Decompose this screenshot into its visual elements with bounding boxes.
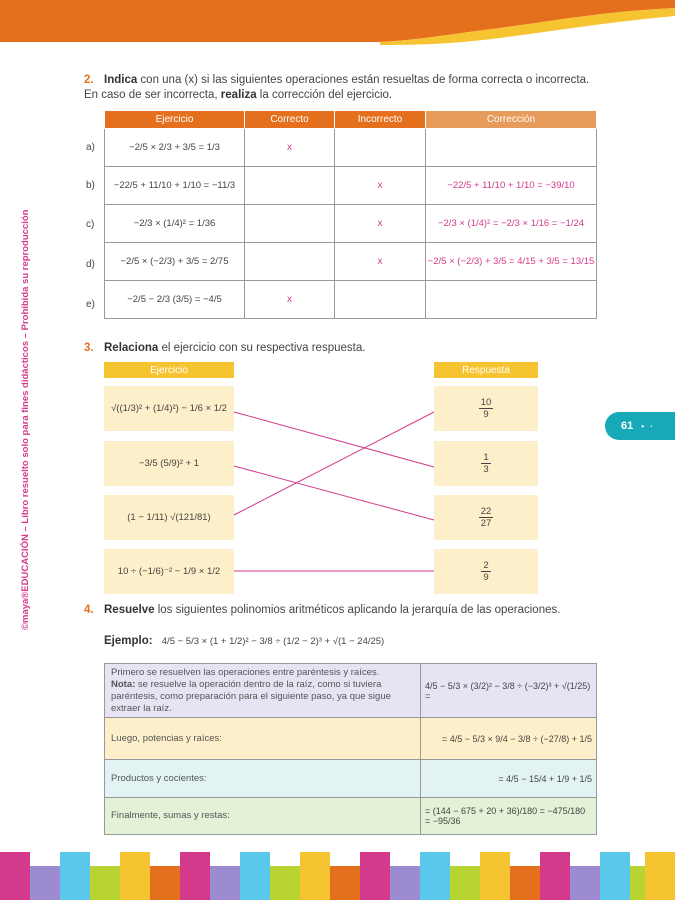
correction-c: −2/3 × (1/4)² = −2/3 × 1/16 = −1/24: [437, 218, 585, 229]
top-wave-decoration: [0, 0, 675, 45]
exercise-e: −2/5 − 2/3 (3/5) = −4/5: [127, 294, 222, 305]
step-row-1: [105, 664, 596, 718]
answer-2-num: 1: [483, 452, 489, 463]
answer-4-den: 9: [483, 572, 489, 583]
q2-text-1: con una (x) si las siguientes operaciones están resueltas de forma correcta o incorrecta. En caso de ser incorrecta,: [84, 74, 590, 101]
q4-bold: Resuelve: [104, 604, 155, 616]
q2-text-2: la corrección del ejercicio.: [256, 89, 393, 101]
q2-header-incorrecto: Incorrecto: [335, 111, 426, 129]
q3-text: el ejercicio con su respectiva respuesta.: [158, 342, 366, 354]
row-label-b: b): [86, 180, 95, 191]
step-3-label: Productos y cocientes:: [105, 760, 421, 797]
answer-1-fraction: [479, 397, 494, 420]
step-row-3: [105, 760, 596, 798]
mark-correct-a: x: [287, 142, 292, 153]
step-4-value: = (144 − 675 + 20 + 36)/180 = −475/180 = −95/36: [425, 806, 586, 826]
page-number: 61: [621, 420, 634, 432]
step-row-2: [105, 718, 596, 760]
q2-header-ejercicio: Ejercicio: [105, 111, 245, 129]
answer-2-den: 3: [483, 464, 489, 475]
correction-b: −22/5 + 11/10 + 1/10 = −39/10: [447, 180, 575, 191]
table-row: [105, 243, 597, 281]
mark-incorrect-b: x: [377, 180, 383, 191]
exercise-d: −2/5 × (−2/3) + 3/5 = 2/75: [120, 256, 229, 267]
mark-incorrect-d: x: [377, 256, 383, 267]
q3-header-ejercicio: Ejercicio: [104, 362, 234, 378]
answer-box-3: [434, 495, 538, 540]
row-label-c: c): [86, 219, 95, 230]
table-row: [105, 129, 597, 167]
q3-header-respuesta: Respuesta: [434, 362, 538, 378]
step-row-4: [105, 798, 596, 834]
answer-box-1: [434, 386, 538, 431]
q2-header-correcto: Correcto: [245, 111, 335, 129]
example-expression: 4/5 − 5/3 × (1 + 1/2)² − 3/8 ÷ (1/2 − 2)³ + √(1 − 24/25): [161, 636, 385, 647]
answer-3-fraction: [479, 506, 494, 529]
question-2-number: 2.: [84, 74, 94, 86]
example-line: [104, 634, 604, 649]
exercise-box-2: −3/5 (5/9)² + 1: [104, 441, 234, 486]
correction-d: −2/5 × (−2/3) + 3/5 = 4/15 + 3/5 = 13/15: [427, 256, 595, 267]
answer-3-num: 22: [480, 506, 492, 517]
answer-1-den: 9: [483, 409, 489, 420]
match-line-2: [234, 466, 434, 520]
table-row: [105, 281, 597, 319]
answer-box-4: [434, 549, 538, 594]
q2-bold-2: realiza: [220, 89, 257, 101]
row-label-a: a): [86, 142, 95, 153]
table-row: [105, 205, 597, 243]
question-4: [84, 603, 604, 618]
q2-header-correccion: Corrección: [426, 111, 597, 129]
step-3-value: = 4/5 − 15/4 + 1/9 + 1/5: [498, 773, 592, 784]
step-2-value: = 4/5 − 5/3 × 9/4 − 3/8 ÷ (−27/8) + 1/5: [441, 733, 592, 744]
copyright-note: ©maya®EDUCACIÓN – Libro resuelto solo para fines didácticos – Prohibida su reproducción: [20, 209, 31, 630]
answer-box-2: [434, 441, 538, 486]
answer-4-num: 2: [483, 560, 489, 571]
mark-correct-e: x: [287, 294, 292, 305]
answer-2-fraction: [481, 452, 490, 475]
exercise-box-3: (1 − 1/11) √(121/81): [104, 495, 234, 540]
answer-3-den: 27: [480, 518, 492, 529]
row-label-e: e): [86, 299, 95, 310]
page-number-tab: [605, 412, 675, 440]
q2-table: [104, 110, 597, 319]
question-4-number: 4.: [84, 604, 94, 616]
step-1-text: Primero se resuelven las operaciones entre paréntesis y raíces.: [111, 666, 380, 678]
question-3-number: 3.: [84, 342, 94, 354]
exercise-b: −22/5 + 11/10 + 1/10 = −11/3: [113, 180, 236, 191]
steps-table: [104, 663, 597, 835]
exercise-c: −2/3 × (1/4)² = 1/36: [133, 218, 216, 229]
q2-bold-1: Indica: [104, 74, 138, 86]
step-1-note: se resuelve la operación dentro de la raíz, como si tuviera paréntesis, como preparación para el siguiente paso, ya que sigue extraer la raíz.: [111, 678, 391, 714]
row-label-d: d): [86, 259, 95, 270]
step-1-value: 4/5 − 5/3 × (3/2)² − 3/8 ÷ (−3/2)³ + √(1/25) =: [425, 680, 591, 701]
exercise-box-4: 10 ÷ (−1/6)⁻² − 1/9 × 1/2: [104, 549, 234, 594]
table-row: [105, 167, 597, 205]
step-1-label: [105, 664, 421, 717]
q4-text: los siguientes polinomios aritméticos aplicando la jerarquía de las operaciones.: [154, 604, 561, 616]
match-line-1: [234, 412, 434, 467]
answer-1-num: 10: [480, 397, 492, 408]
exercise-box-1: √((1/3)² + (1/4)²) − 1/6 × 1/2: [104, 386, 234, 431]
mark-incorrect-c: x: [377, 218, 383, 229]
match-line-3: [234, 412, 434, 515]
question-3: [84, 341, 604, 356]
answer-4-fraction: [481, 560, 490, 583]
q3-bold: Relaciona: [104, 342, 159, 354]
example-label: Ejemplo:: [104, 635, 153, 647]
dots-decoration: • ·: [641, 421, 655, 431]
bottom-stripes-decoration: [0, 848, 675, 900]
question-2: [84, 73, 604, 103]
step-4-label: Finalmente, sumas y restas:: [105, 798, 421, 834]
step-1-note-bold: Nota:: [111, 678, 136, 690]
exercise-a: −2/5 × 2/3 + 3/5 = 1/3: [129, 142, 220, 153]
step-2-label: Luego, potencias y raíces:: [105, 718, 421, 759]
